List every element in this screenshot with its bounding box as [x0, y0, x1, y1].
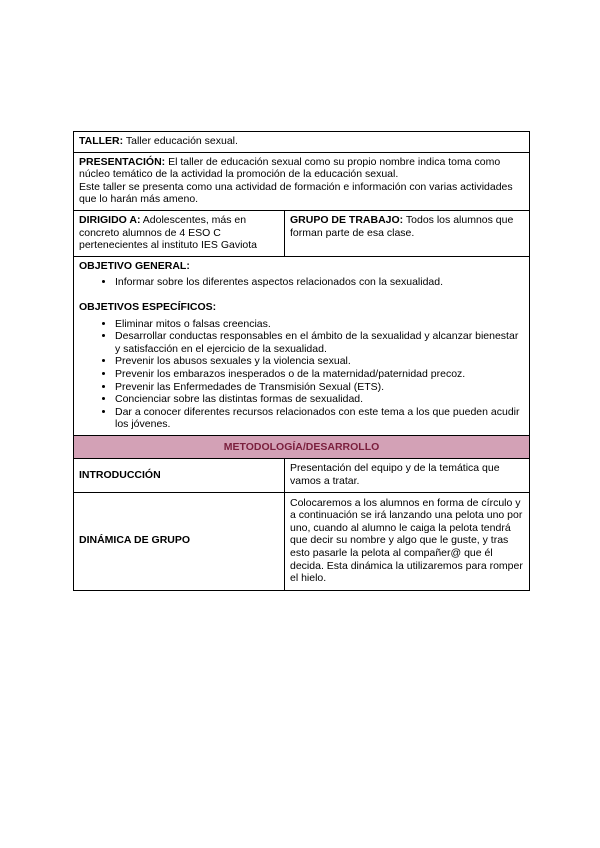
row-introduccion [74, 459, 530, 492]
objetivo-general-heading: OBJETIVO GENERAL: [79, 259, 190, 272]
workshop-document [73, 131, 529, 591]
list-item: • Prevenir los abusos sexuales y la violencia sexual. [115, 355, 524, 368]
presentacion-label: PRESENTACIÓN: [79, 155, 166, 168]
grupo-value: Todos los alumnos que forman parte de esa clase. [290, 213, 514, 239]
dirigido-label: DIRIGIDO A: [79, 213, 141, 226]
grupo-cell [285, 210, 530, 256]
objetivos-especificos-list [79, 318, 524, 431]
list-item: • Eliminar mitos o falsas creencias. [115, 318, 524, 331]
list-item: • Concienciar sobre las distintas formas de sexualidad. [115, 393, 524, 406]
row-presentacion [74, 152, 530, 210]
row-objetivos [74, 256, 530, 435]
metodologia-heading: METODOLOGÍA/DESARROLLO [74, 435, 530, 459]
presentacion-text-1: El taller de educación sexual como su propio nombre indica toma como núcleo temático de la actividad la promoción de la educación sexual. [79, 155, 501, 181]
list-item: • Desarrollar conductas responsables en el ámbito de la sexualidad y alcanzar bienestar y satisfacción en el ejercicio de la sexualidad. [115, 330, 524, 355]
grupo-label: GRUPO DE TRABAJO: [290, 213, 404, 226]
taller-cell [74, 132, 530, 153]
taller-value: Taller educación sexual. [123, 135, 238, 147]
objetivos-especificos-heading: OBJETIVOS ESPECÍFICOS: [79, 300, 217, 313]
row-metodologia [74, 435, 530, 459]
row-dirigido-grupo [74, 210, 530, 256]
presentacion-cell [74, 152, 530, 210]
list-item: • Prevenir las Enfermedades de Transmisión Sexual (ETS). [115, 381, 524, 394]
dinamica-label-cell [74, 492, 285, 590]
list-item: • Informar sobre los diferentes aspectos relacionados con la sexualidad. [115, 276, 524, 289]
workshop-table [73, 131, 530, 591]
introduccion-value: Presentación del equipo y de la temática que vamos a tratar. [285, 459, 530, 492]
introduccion-label: INTRODUCCIÓN [79, 468, 161, 481]
row-dinamica [74, 492, 530, 590]
introduccion-label-cell [74, 459, 285, 492]
list-item: • Dar a conocer diferentes recursos relacionados con este tema a los que pueden acudir los jóvenes. [115, 406, 524, 431]
dirigido-value: Adolescentes, más en concreto alumnos de 4 ESO C pertenecientes al instituto IES Gaviota [79, 213, 258, 252]
list-item: • Prevenir los embarazos inesperados o de la maternidad/paternidad precoz. [115, 368, 524, 381]
objetivo-general-list [79, 276, 524, 289]
row-taller [74, 132, 530, 153]
dirigido-cell [74, 210, 285, 256]
objetivos-cell [74, 256, 530, 435]
taller-label: TALLER: [79, 135, 124, 147]
dinamica-label: DINÁMICA DE GRUPO [79, 534, 191, 547]
dinamica-value: Colocaremos a los alumnos en forma de círculo y a continuación se irá lanzando una pelota uno por uno, cuando al alumno le caiga la pelota tendrá que decir su nombre y algo que le guste, y tras esto pasarle la pelota al compañer@ que él decida. Esta dinámica la utilizaremos para romper el hielo. [285, 492, 530, 590]
presentacion-text-2: Este taller se presenta como una actividad de formación e información con varias actividades que lo harán más ameno. [79, 180, 513, 206]
